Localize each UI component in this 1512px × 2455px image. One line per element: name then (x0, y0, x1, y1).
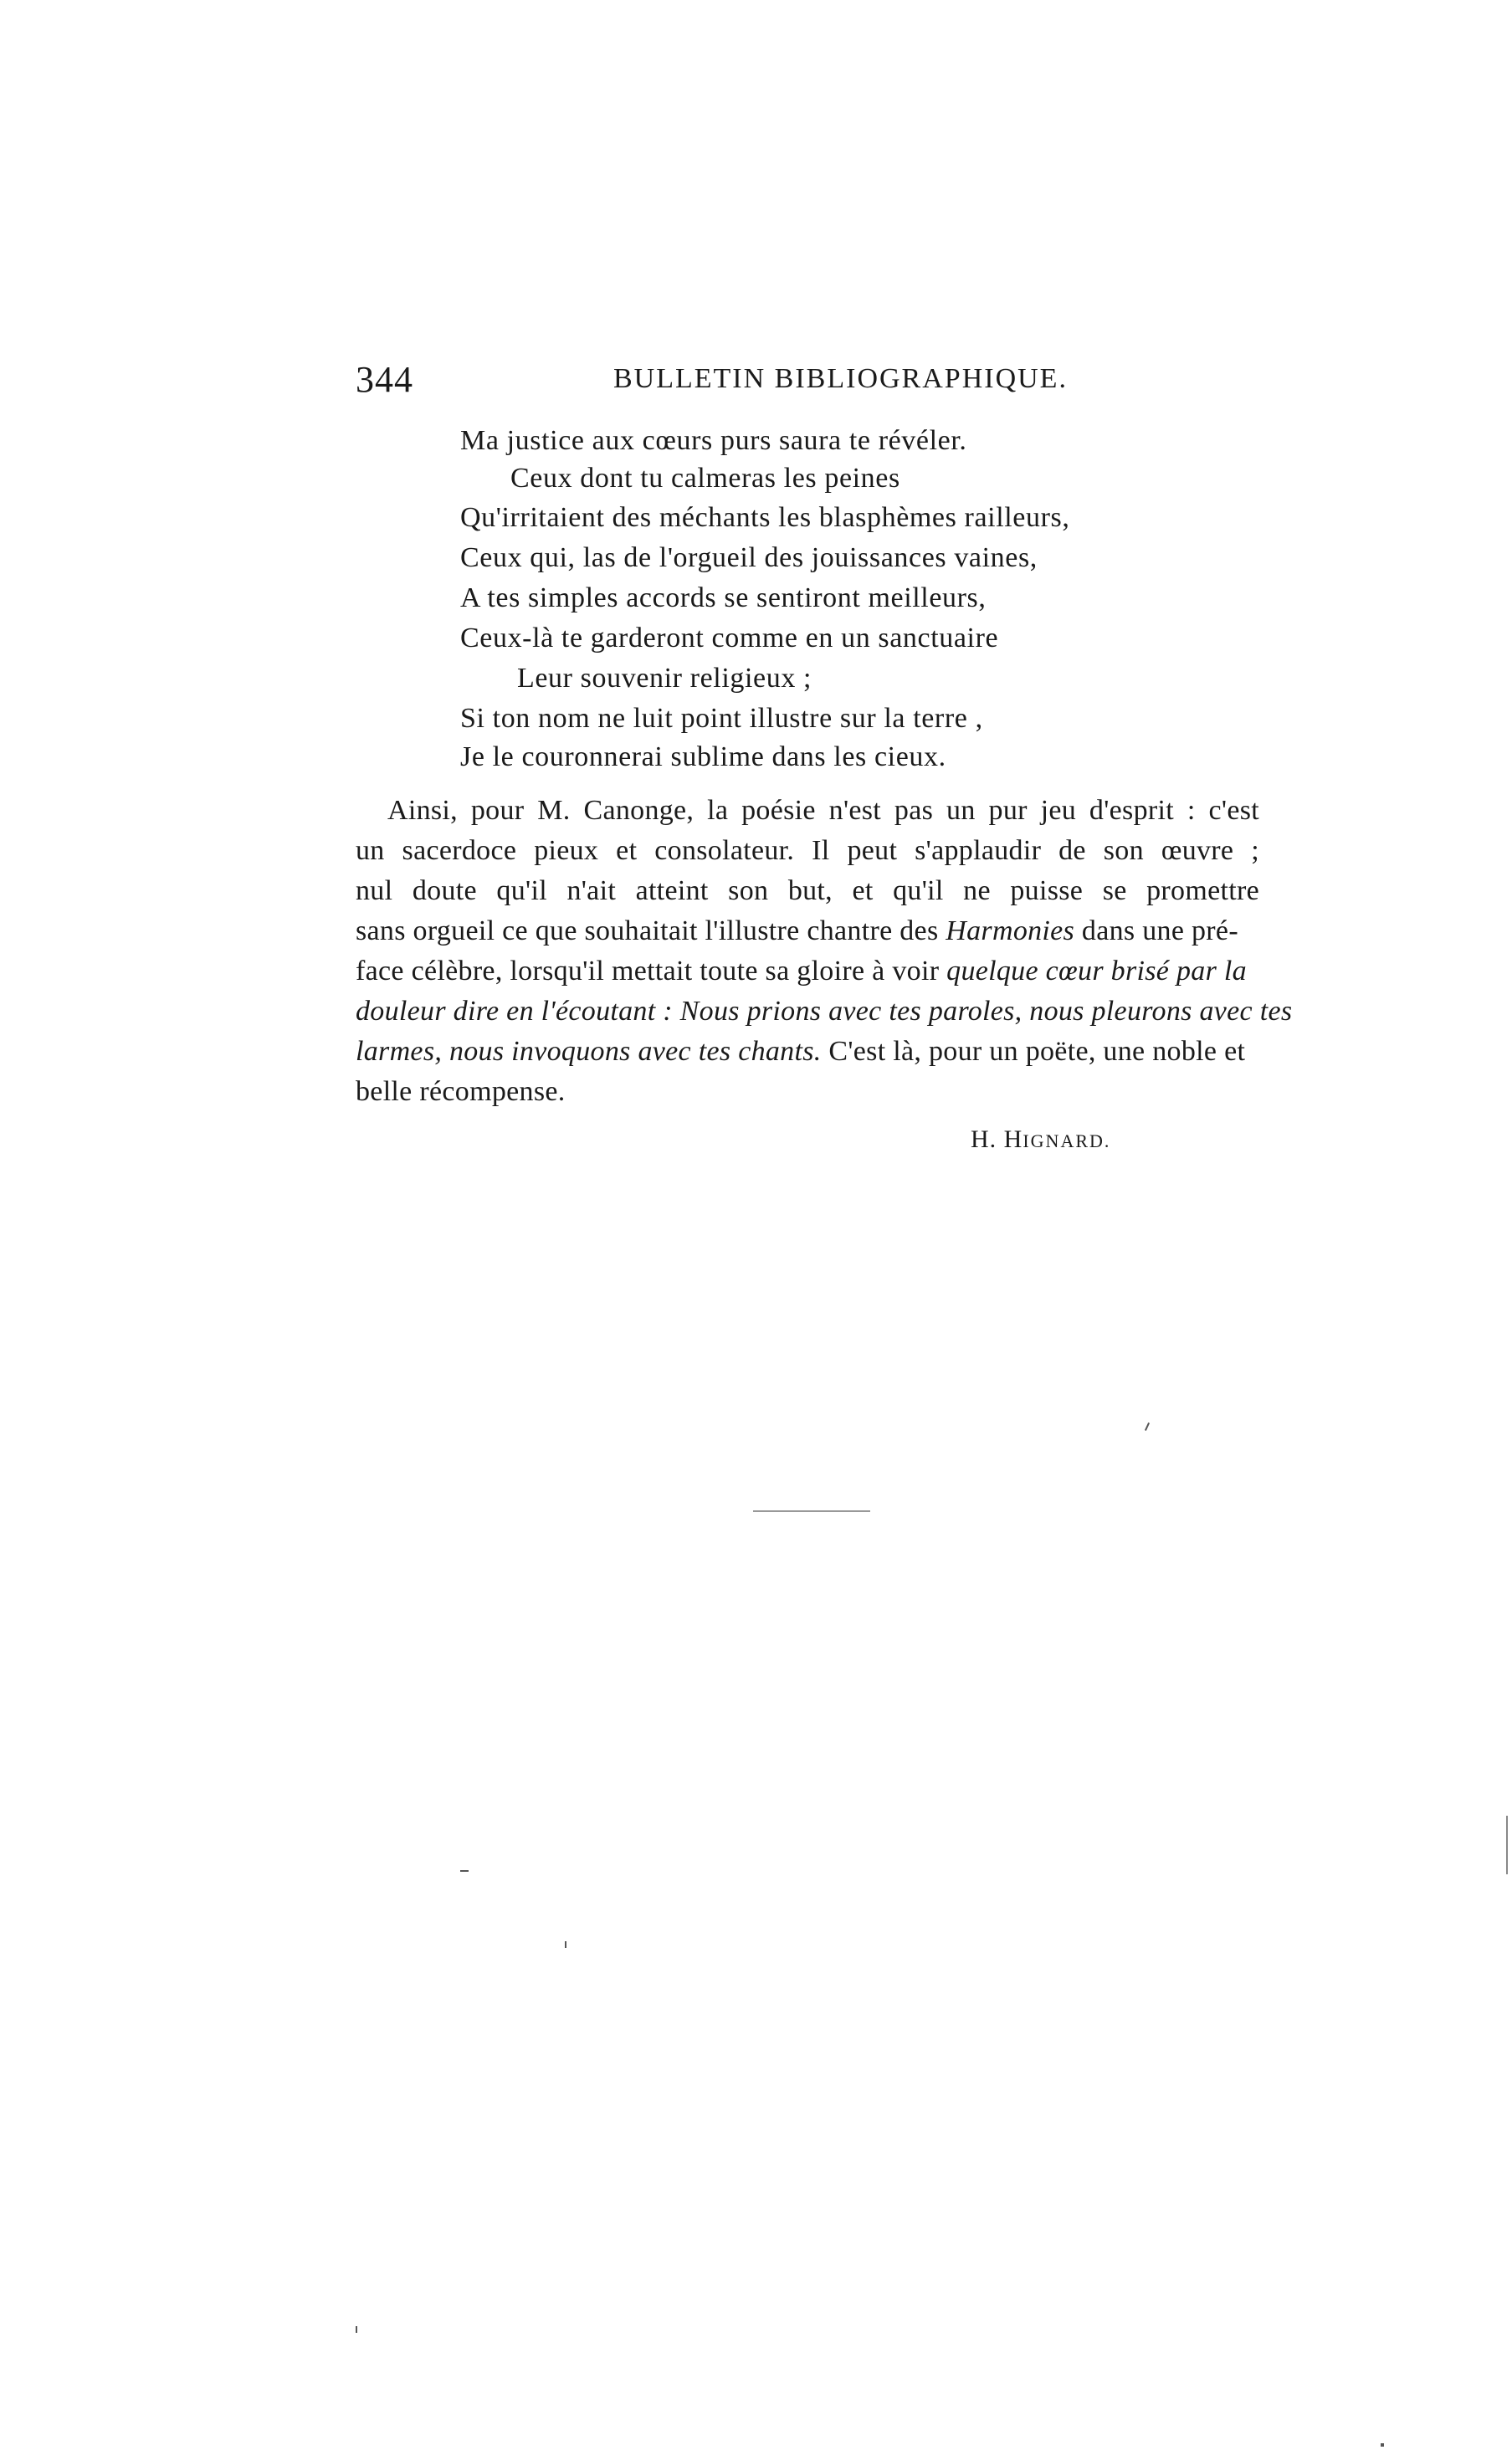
page-number: 344 (356, 359, 413, 400)
scan-speck (1145, 1422, 1150, 1431)
prose-line: un sacerdoce pieux et consolateur. Il peut s'applaudir de son œuvre ; (356, 835, 1259, 866)
prose-line: nul doute qu'il n'ait atteint son but, et qu'il ne puisse se promettre (356, 875, 1259, 906)
prose-text: sans orgueil ce que souhaitait l'illustre chantre des (356, 915, 946, 946)
verse-line: Leur souvenir religieux ; (517, 663, 812, 694)
quotation: quelque cœur brisé par la (946, 956, 1247, 987)
prose-line: Ainsi, pour M. Canonge, la poésie n'est pas un pur jeu d'esprit : c'est (387, 795, 1259, 826)
quotation: larmes, nous invoquons avec tes chants. (356, 1036, 822, 1067)
verse-line: Ceux-là te garderont comme en un sanctuaire (460, 623, 999, 653)
verse-line: Si ton nom ne luit point illustre sur la terre , (460, 703, 983, 734)
quotation-line: douleur dire en l'écoutant : Nous prions avec tes paroles, nous pleurons avec tes (356, 996, 1293, 1027)
verse-line: Ceux qui, las de l'orgueil des jouissances vaines, (460, 542, 1038, 573)
prose-text: dans une pré- (1074, 915, 1238, 946)
author-signature (971, 1125, 1110, 1154)
scan-speck (1506, 1816, 1508, 1874)
page-header (356, 358, 1259, 408)
verse-line: Qu'irritaient des méchants les blasphèmes railleurs, (460, 502, 1070, 533)
scan-speck (356, 2326, 357, 2333)
prose-line (356, 1036, 1259, 1068)
scan-speck (753, 1510, 870, 1512)
signature-initial: H. H (971, 1125, 1023, 1153)
work-title: Harmonies (946, 915, 1075, 946)
verse-line: Ma justice aux cœurs purs saura te révéler. (460, 425, 967, 456)
prose-line: belle récompense. (356, 1076, 566, 1107)
prose-text: C'est là, pour un poëte, une noble et (821, 1036, 1246, 1067)
scan-speck (565, 1941, 566, 1948)
prose-line (356, 956, 1259, 987)
verse-line: Ceux dont tu calmeras les peines (510, 463, 900, 494)
prose-line (356, 915, 1259, 947)
scan-speck (1381, 2443, 1384, 2447)
signature-surname: IGNARD. (1023, 1130, 1111, 1151)
verse-line: A tes simples accords se sentiront meilleurs, (460, 582, 987, 613)
verse-line: Je le couronnerai sublime dans les cieux. (460, 741, 946, 772)
scan-speck (460, 1870, 469, 1872)
prose-text: face célèbre, lorsqu'il mettait toute sa gloire à voir (356, 956, 947, 987)
running-title: BULLETIN BIBLIOGRAPHIQUE. (613, 363, 1068, 394)
